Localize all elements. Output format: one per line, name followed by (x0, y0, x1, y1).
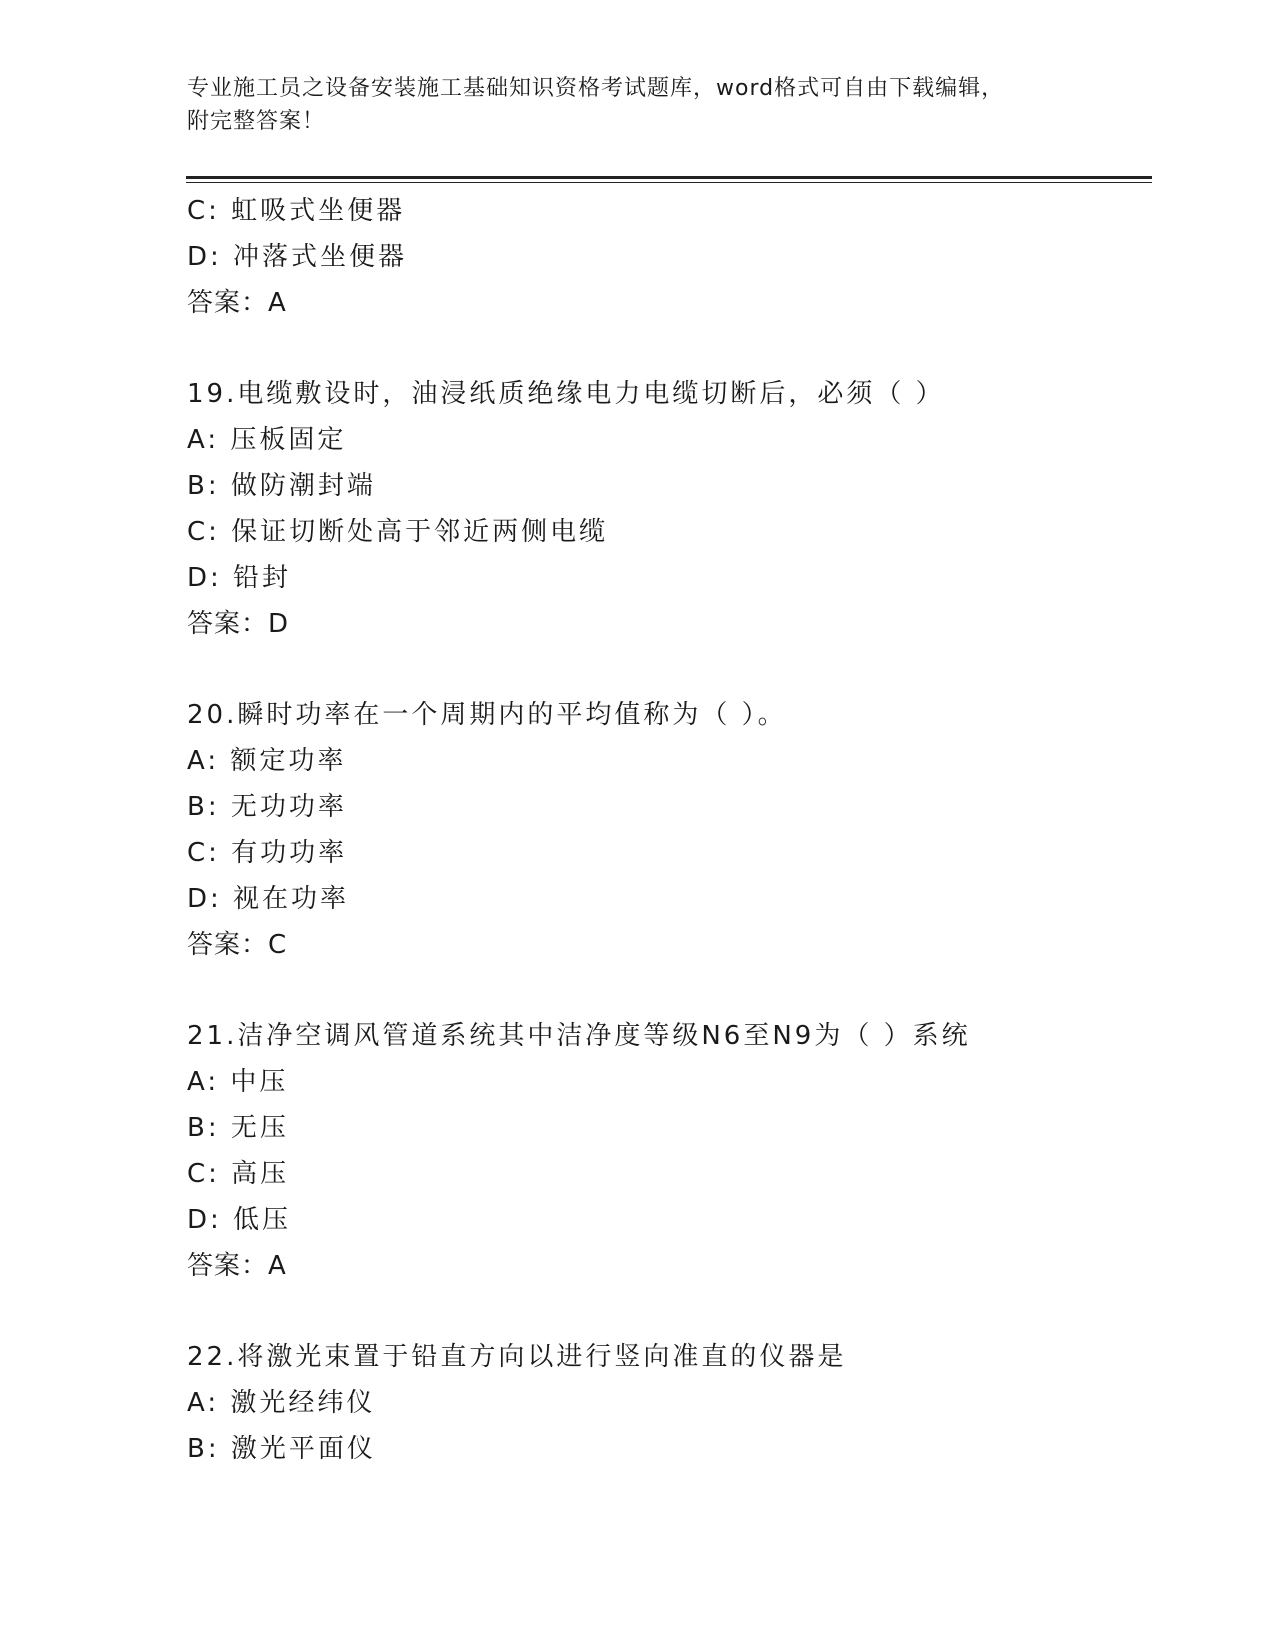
option-b: B: 做防潮封端 (187, 471, 376, 501)
option-c: C: 保证切断处高于邻近两侧电缆 (187, 517, 609, 547)
option-c: C: 有功功率 (187, 838, 348, 868)
answer-line: 答案：C (187, 930, 288, 960)
answer-line: 答案：A (187, 288, 287, 318)
option-b: B: 激光平面仪 (187, 1434, 376, 1464)
header-line-1: 专业施工员之设备安装施工基础知识资格考试题库，word格式可自由下载编辑， (187, 76, 1005, 101)
option-c: C: 虹吸式坐便器 (187, 196, 406, 226)
option-d: D: 视在功率 (187, 884, 350, 914)
question-stem: 19.电缆敷设时，油浸纸质绝缘电力电缆切断后，必须（ ） (187, 379, 945, 409)
question-18-tail (187, 188, 1147, 326)
option-c: C: 高压 (187, 1159, 290, 1189)
question-21 (187, 1013, 1147, 1289)
header-line-2: 附完整答案！ (187, 109, 326, 134)
header-divider-thin (186, 182, 1152, 183)
question-19 (187, 371, 1147, 647)
option-a: A: 中压 (187, 1067, 289, 1097)
option-a: A: 额定功率 (187, 746, 347, 776)
option-a: A: 压板固定 (187, 425, 347, 455)
document-header (187, 72, 1067, 138)
option-d: D: 铅封 (187, 563, 292, 593)
option-d: D: 冲落式坐便器 (187, 242, 408, 272)
header-divider-thick (186, 176, 1152, 179)
question-stem: 20.瞬时功率在一个周期内的平均值称为（ ）。 (187, 700, 787, 730)
option-d: D: 低压 (187, 1205, 292, 1235)
question-20 (187, 692, 1147, 968)
question-stem: 22.将激光束置于铅直方向以进行竖向准直的仪器是 (187, 1342, 847, 1372)
question-list (187, 188, 1147, 1472)
option-a: A: 激光经纬仪 (187, 1388, 376, 1418)
question-22 (187, 1334, 1147, 1472)
answer-line: 答案：D (187, 609, 290, 639)
question-stem: 21.洁净空调风管道系统其中洁净度等级N6至N9为（ ）系统 (187, 1021, 971, 1051)
option-b: B: 无压 (187, 1113, 289, 1143)
option-b: B: 无功功率 (187, 792, 347, 822)
answer-line: 答案：A (187, 1251, 287, 1281)
